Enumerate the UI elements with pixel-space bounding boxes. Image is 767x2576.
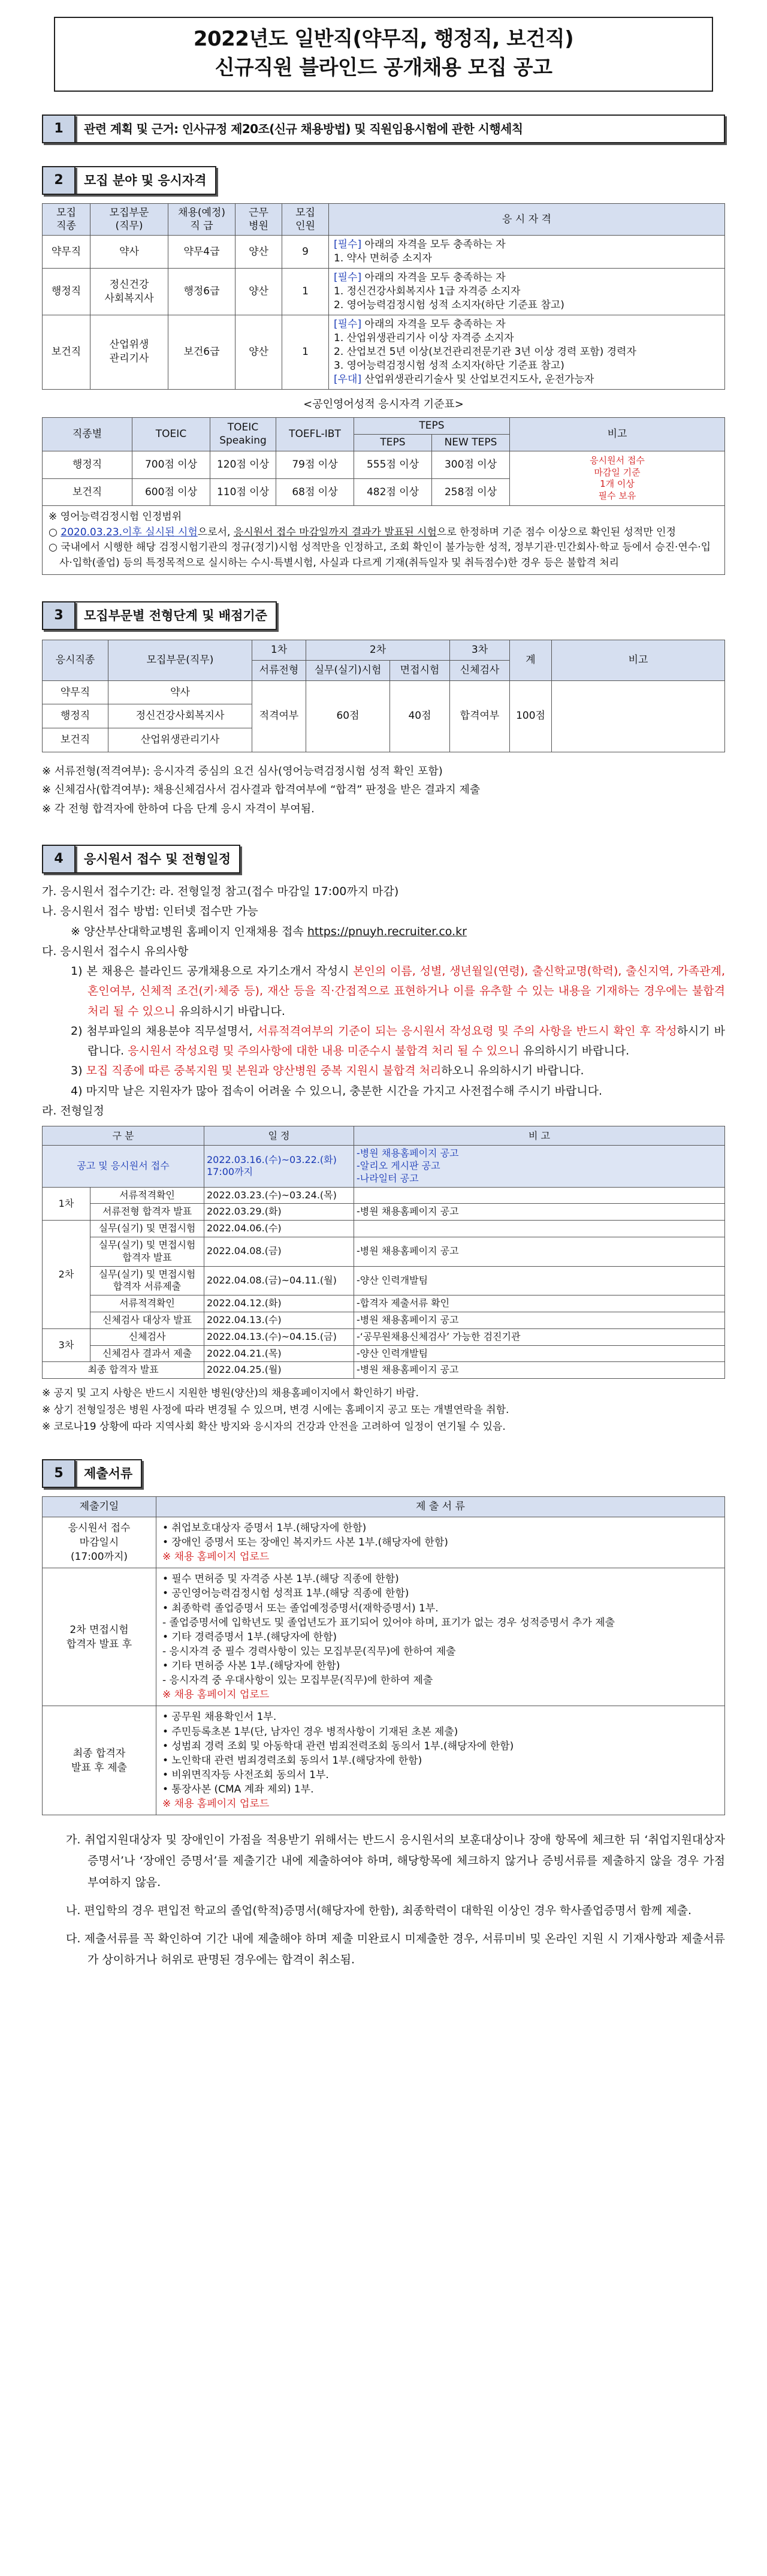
stage-note-value (552, 680, 725, 752)
caution-item-2 (42, 1022, 725, 1062)
list-item: • 성범죄 경력 조회 및 아동학대 관련 범죄전력조회 동의서 1부.(해당자에 한함) (162, 1740, 514, 1752)
list-item: • 취업보호대상자 증명서 1부.(해당자에 한함) (162, 1522, 367, 1534)
table-row (43, 1706, 725, 1815)
lang-job: 행정직 (43, 451, 132, 479)
docs-list (156, 1706, 725, 1815)
list-item: • 주민등록초본 1부(단, 남자인 경우 병적사항이 기재된 초본 제출) (162, 1725, 458, 1738)
req-line: 2. 산업보건 5년 이상(보건관리전문기관 3년 이상 경력 포함) 경력자 (334, 345, 636, 358)
stage-header-3: 3차 (450, 640, 510, 661)
notice-title-line2: 신규직원 블라인드 공개채용 모집 공고 (215, 55, 552, 80)
table-row (43, 1345, 725, 1362)
table-row (43, 1517, 725, 1568)
final-note: 다. 제출서류를 꼭 확인하여 기간 내에 제출해야 하며 제출 미완료시 미제출한 경우, 서류미비 및 온라인 지원 시 기재사항과 제출서류가 상이하거나 허위로 판명된 경우에는 합격이 취소됨. (66, 1932, 725, 1967)
cell-dept: 약사 (90, 236, 168, 269)
item-warning: 본인의 이름, 성별, 생년월일(연령), 출신학교명(학력), 출신지역, 가족관계, 혼인여부, 신체적 조건(키·체중 등), 재산 등을 직·간접적으로 표현하거나 이를 유추할 수 있는 내용을 기재하는 경우에는 불합격 처리 될 수 있으니 (87, 965, 725, 1018)
sched-label: 서류전형 합격자 발표 (90, 1204, 204, 1221)
recruit-header-grade: 채용(예정) 직 급 (168, 204, 235, 236)
section-5-number: 5 (42, 1459, 76, 1488)
selection-stage-table (42, 640, 725, 752)
sched-label: 서류적격확인 (90, 1187, 204, 1204)
stage-dept: 정신건강사회복지사 (108, 704, 252, 728)
sched-label: 신체검사 (90, 1328, 204, 1345)
lang-job: 보건직 (43, 478, 132, 506)
lang-header-teps2: NEW TEPS (432, 435, 510, 451)
docs-list (156, 1517, 725, 1568)
item-text: 첨부파일의 채용분야 직무설명서, (86, 1024, 257, 1038)
table-row (43, 1146, 725, 1187)
sched-date: 2022.04.25.(월) (204, 1362, 354, 1379)
lang-toeic: 600점 이상 (132, 478, 210, 506)
application-method: 나. 응시원서 접수 방법: 인터넷 접수만 가능 (42, 905, 258, 918)
table-row (43, 1568, 725, 1706)
stage-doc-value: 적격여부 (252, 680, 306, 752)
stage-total-value: 100점 (510, 680, 552, 752)
sched-note: -병원 채용홈페이지 공고 (354, 1362, 725, 1379)
cell-hospital: 양산 (235, 236, 282, 269)
sched-label: 공고 및 응시원서 접수 (43, 1146, 204, 1187)
list-item: - 응시자격 중 우대사항이 있는 모집부문(직무)에 한하여 제출 (162, 1674, 433, 1687)
stage-notes (42, 762, 725, 819)
item-number: 2) (71, 1024, 83, 1038)
section-5-title: 제출서류 (76, 1459, 142, 1488)
section-1-header (42, 115, 725, 143)
recruit-header-requirements: 응 시 자 격 (329, 204, 725, 236)
lang-header-toeic: TOEIC (132, 417, 210, 451)
section-3-number: 3 (42, 601, 76, 630)
sched-note: -양산 인력개발팀 (354, 1345, 725, 1362)
sched-date: 2022.04.06.(수) (204, 1221, 354, 1237)
item-number: 4) (71, 1084, 83, 1098)
cell-grade: 행정6급 (168, 269, 235, 315)
application-info (42, 882, 725, 1121)
section-1-number: 1 (42, 115, 76, 143)
item-text: 하시기 바랍니다. (87, 1024, 725, 1058)
lang-header-teps: TEPS (354, 417, 510, 434)
section-4-title: 응시원서 접수 및 전형일정 (76, 845, 240, 873)
schedule-table (42, 1126, 725, 1379)
stage-job: 보건직 (43, 728, 108, 752)
sched-label: 최종 합격자 발표 (43, 1362, 204, 1379)
sched-note: -병원 채용홈페이지 공고 -알리오 게시판 공고 -나라일터 공고 (354, 1146, 725, 1187)
recruit-header-count: 모집 인원 (282, 204, 329, 236)
lang-notes-box (42, 506, 725, 575)
stage-dept: 산업위생관리기사 (108, 728, 252, 752)
item-text: 본 채용은 블라인드 공개채용으로 자기소개서 작성시 (86, 965, 354, 978)
sched-date: 2022.04.13.(수)~04.15.(금) (204, 1328, 354, 1345)
lang-speaking: 110점 이상 (210, 478, 276, 506)
sched-label: 신체검사 결과서 제출 (90, 1345, 204, 1362)
table-row (43, 1312, 725, 1329)
list-item: • 기타 경력증명서 1부.(해당자에 한함) (162, 1631, 337, 1643)
sched-date: 2022.04.13.(수) (204, 1312, 354, 1329)
item-number: 3) (71, 1064, 83, 1078)
list-item: - 응시자격 중 필수 경력사항이 있는 모집부문(직무)에 한하여 제출 (162, 1645, 456, 1658)
list-item: • 공무원 채용확인서 1부. (162, 1711, 277, 1724)
caution-item-1 (42, 962, 725, 1022)
stage-note: ※ 신체검사(합격여부): 채용신체검사서 검사결과 합격여부에 “합격” 판정을 받은 결과지 제출 (42, 784, 481, 797)
notice-title-line1: 2022년도 일반직(약무직, 행정직, 보건직) (193, 27, 574, 51)
cell-count: 1 (282, 269, 329, 315)
list-item: • 최종학력 졸업증명서 또는 졸업예정증명서(재학증명서) 1부. (162, 1602, 439, 1614)
sched-date: 2022.03.29.(화) (204, 1204, 354, 1221)
cell-job: 행정직 (43, 269, 90, 315)
req-line: 1. 정신건강사회복지사 1급 자격증 소지자 (334, 285, 521, 298)
recruit-header-dept: 모집부문 (직무) (90, 204, 168, 236)
stage-dept: 약사 (108, 680, 252, 704)
stage-header-2: 2차 (306, 640, 450, 661)
section-3-header (42, 601, 725, 630)
cell-grade: 보건6급 (168, 315, 235, 390)
list-item: • 공인영어능력검정시험 성적표 1부.(해당 직종에 한함) (162, 1587, 409, 1600)
cell-hospital: 양산 (235, 269, 282, 315)
req-line: 아래의 자격을 모두 충족하는 자 (364, 272, 506, 284)
sched-date: 2022.04.12.(화) (204, 1295, 354, 1312)
site-label: ※ 양산부산대학교병원 홈페이지 인재채용 접속 (71, 924, 307, 938)
list-item: • 장애인 증명서 또는 장애인 복지카드 사본 1부.(해당자에 한함) (162, 1536, 448, 1549)
sched-stage: 1차 (43, 1187, 90, 1221)
item-text: 유의하시기 바랍니다. (519, 1044, 630, 1058)
lang-note: 응시원서 접수 마감일 기준 1개 이상 필수 보유 (510, 451, 725, 506)
stage-header-dept: 모집부문(직무) (108, 640, 252, 680)
table-row (43, 236, 725, 269)
list-item: • 통장사본 (CMA 계좌 제외) 1부. (162, 1783, 314, 1796)
notice-title-box (54, 17, 713, 92)
req-line: 3. 영어능력검정시험 성적 소지자(하단 기준표 참고) (334, 359, 564, 372)
table-row (43, 680, 725, 704)
stage-physical-value: 합격여부 (450, 680, 510, 752)
cell-dept: 정신건강 사회복지사 (90, 269, 168, 315)
note-underline: 응시원서 접수 마감일까지 결과가 발표된 시험 (233, 526, 437, 538)
stage-practical-value: 60점 (306, 680, 390, 752)
table-row (43, 1237, 725, 1267)
schedule-heading: 라. 전형일정 (42, 1104, 104, 1117)
sched-label: 신체검사 대상자 발표 (90, 1312, 204, 1329)
cell-requirements (329, 236, 725, 269)
item-text: 하오니 유의하시기 바랍니다. (441, 1064, 584, 1078)
list-item: • 노인학대 관련 범죄경력조회 동의서 1부.(해당자에 한함) (162, 1754, 422, 1767)
docs-header-when: 제출기일 (43, 1497, 156, 1517)
lang-toefl: 79점 이상 (276, 451, 354, 479)
final-note: 나. 편입학의 경우 편입전 학교의 졸업(학적)증명서(해당자에 한함), 최종학력이 대학원 이상인 경우 학사졸업증명서 함께 제출. (66, 1903, 691, 1917)
stage-note: ※ 각 전형 합격자에 한하여 다음 단계 응시 자격이 부여됨. (42, 802, 315, 815)
sched-label: 실무(실기) 및 면접시험 (90, 1221, 204, 1237)
final-note: 가. 취업지원대상자 및 장애인이 가점을 적용받기 위해서는 반드시 응시원서의 보훈대상이나 장애 항목에 체크한 뒤 ‘취업지원대상자 증명서’나 ‘장애인 증명서’를 제출기간 내에 제출하여야 하며, 해당항목에 체크하지 않거나 증빙서류를 제출하지 않을 경우 가점 부여하지 않음. (66, 1833, 725, 1889)
section-2-number: 2 (42, 166, 76, 195)
lang-header-note: 비고 (510, 417, 725, 451)
application-period: 가. 응시원서 접수기간: 라. 전형일정 참고(접수 마감일 17:00까지 마감) (42, 885, 399, 899)
docs-when: 2차 면접시험 합격자 발표 후 (43, 1568, 156, 1706)
stage-header-1: 1차 (252, 640, 306, 661)
recruit-site-link[interactable]: https://pnuyh.recruiter.co.kr (307, 924, 467, 938)
lang-header-job: 직종별 (43, 417, 132, 451)
table-row (43, 315, 725, 390)
section-2-title: 모집 분야 및 응시자격 (76, 166, 216, 195)
caution-item-3 (42, 1061, 725, 1081)
sched-stage: 2차 (43, 1221, 90, 1329)
item-warning: 서류적격여부의 기준이 되는 응시원서 작성요령 및 주의 사항을 반드시 확인 후 작성 (256, 1024, 677, 1038)
sched-header-date: 일 정 (204, 1126, 354, 1146)
stage-header-note: 비고 (552, 640, 725, 680)
application-site (42, 922, 725, 942)
cell-requirements (329, 269, 725, 315)
table-row (43, 1362, 725, 1379)
lang-circle-note-1 (49, 525, 718, 541)
stage-header-job: 응시직종 (43, 640, 108, 680)
sched-date: 2022.04.21.(목) (204, 1345, 354, 1362)
cell-count: 9 (282, 236, 329, 269)
stage-header-interview: 면접시험 (390, 660, 450, 680)
schedule-note: ※ 공지 및 고지 사항은 반드시 지원한 병원(양산)의 채용홈페이지에서 확인하기 바람. (42, 1387, 419, 1400)
required-tag: [필수] (334, 239, 362, 251)
stage-header-doc: 서류전형 (252, 660, 306, 680)
table-row (43, 1204, 725, 1221)
sched-date: 2022.03.16.(수)~03.22.(화) 17:00까지 (204, 1146, 354, 1187)
table-row (43, 1328, 725, 1345)
recruit-header-job: 모집 직종 (43, 204, 90, 236)
documents-table (42, 1496, 725, 1815)
req-line: 1. 약사 면허증 소지자 (334, 252, 432, 265)
sched-header-note: 비 고 (354, 1126, 725, 1146)
sched-note (354, 1221, 725, 1237)
cell-job: 약무직 (43, 236, 90, 269)
req-line: 아래의 자격을 모두 충족하는 자 (364, 318, 506, 331)
item-warning: 모집 직종에 따른 중복지원 및 본원과 양산병원 중복 지원시 불합격 처리 (86, 1064, 442, 1078)
table-row (43, 269, 725, 315)
english-score-table (42, 417, 725, 507)
stage-job: 약무직 (43, 680, 108, 704)
list-item: • 비위면직자등 사전조회 동의서 1부. (162, 1768, 329, 1781)
sched-date: 2022.04.08.(금) (204, 1237, 354, 1267)
sched-stage: 3차 (43, 1328, 90, 1362)
note-text: 으로 한정하며 기준 점수 이상으로 확인된 성적만 인정 (436, 526, 677, 538)
sched-note: -병원 채용홈페이지 공고 (354, 1312, 725, 1329)
cell-requirements (329, 315, 725, 390)
docs-when: 응시원서 접수 마감일시 (17:00까지) (43, 1517, 156, 1568)
docs-when: 최종 합격자 발표 후 제출 (43, 1706, 156, 1815)
req-line: 2. 영어능력검정시험 성적 소지자(하단 기준표 참고) (334, 299, 564, 312)
schedule-note: ※ 상기 전형일정은 병원 사정에 따라 변경될 수 있으며, 변경 시에는 홈페이지 공고 또는 개별연락을 취함. (42, 1404, 509, 1417)
exam-date-text: 2020.03.23.이후 실시된 시험 (61, 526, 198, 538)
table-row (43, 1187, 725, 1204)
recruit-header-hospital: 근무 병원 (235, 204, 282, 236)
lang-teps2: 258점 이상 (432, 478, 510, 506)
item-text: 유의하시기 바랍니다. (175, 1004, 285, 1018)
lang-toefl: 68점 이상 (276, 478, 354, 506)
lang-header-teps1: TEPS (354, 435, 432, 451)
application-cautions-heading: 다. 응시원서 접수시 유의사항 (42, 944, 189, 958)
required-tag: [필수] (334, 318, 362, 331)
cell-hospital: 양산 (235, 315, 282, 390)
sched-note: -병원 채용홈페이지 공고 (354, 1204, 725, 1221)
lang-header-speaking: TOEIC Speaking (210, 417, 276, 451)
sched-note: -합격자 제출서류 확인 (354, 1295, 725, 1312)
sched-label: 실무(실기) 및 면접시험 합격자 서류제출 (90, 1266, 204, 1295)
cell-job: 보건직 (43, 315, 90, 390)
section-2-header (42, 166, 725, 195)
bullet-circle: ○ (49, 526, 61, 538)
upload-note: ※ 채용 홈페이지 업로드 (162, 1689, 270, 1701)
docs-list (156, 1568, 725, 1706)
docs-header-docs: 제 출 서 류 (156, 1497, 725, 1517)
section-4-header (42, 845, 725, 873)
lang-circle-note-2: ○ 국내에서 시행한 해당 검정시험기관의 정규(정기)시험 성적만을 인정하고, 조회 확인이 불가능한 성적, 정부기관·민간회사·학교 등에서 승진·연수·입사·입학(졸업) 등의 특정목적으로 실시하는 수시·특별시험, 사실과 다르게 기재(취득일자 및 취득점수)한 경우 등은 불합격 처리 (49, 541, 711, 569)
cell-count: 1 (282, 315, 329, 390)
cell-grade: 약무4급 (168, 236, 235, 269)
sched-label: 서류적격확인 (90, 1295, 204, 1312)
req-line: 아래의 자격을 모두 충족하는 자 (364, 239, 506, 251)
stage-header-total: 계 (510, 640, 552, 680)
section-4-number: 4 (42, 845, 76, 873)
list-item: • 필수 면허증 및 자격증 사본 1부.(해당 직종에 한함) (162, 1573, 399, 1586)
sched-note: -양산 인력개발팀 (354, 1266, 725, 1295)
item-warning: 응시원서 작성요령 및 주의사항에 대한 내용 미준수시 불합격 처리 될 수 있으니 (128, 1044, 520, 1058)
section-3-title: 모집부문별 전형단계 및 배점기준 (76, 601, 277, 630)
stage-interview-value: 40점 (390, 680, 450, 752)
note-text: 으로서, (197, 526, 234, 538)
stage-note: ※ 서류전형(적격여부): 응시자격 중심의 요건 심사(영어능력검정시험 성적 확인 포함) (42, 764, 443, 778)
item-number: 1) (71, 965, 83, 978)
stage-header-practical: 실무(실기)시험 (306, 660, 390, 680)
list-item: - 졸업증명서에 입학년도 및 졸업년도가 표기되어 있어야 하며, 표기가 없는 경우 성적증명서 추가 제출 (162, 1616, 615, 1629)
pref-line: 산업위생관리기술사 및 산업보건지도사, 운전가능자 (364, 373, 594, 385)
stage-job: 행정직 (43, 704, 108, 728)
upload-note: ※ 채용 홈페이지 업로드 (162, 1798, 270, 1810)
schedule-notes (42, 1385, 725, 1435)
item-text: 마지막 날은 지원자가 많아 접속이 어려울 수 있으니, 충분한 시간을 가지고 사전접수해 주시기 바랍니다. (86, 1084, 603, 1098)
caution-item-4 (42, 1081, 725, 1101)
table-row (43, 1266, 725, 1295)
lang-teps2: 300점 이상 (432, 451, 510, 479)
upload-note: ※ 채용 홈페이지 업로드 (162, 1551, 270, 1563)
sched-note: -‘공무원채용신체검사’ 가능한 검진기관 (354, 1328, 725, 1345)
lang-teps1: 482점 이상 (354, 478, 432, 506)
lang-header-toefl: TOEFL-IBT (276, 417, 354, 451)
section-1-title: 관련 계획 및 근거: 인사규정 제20조(신규 채용방법) 및 직원임용시험에 관한 시행세칙 (76, 115, 725, 143)
sched-header-category: 구 분 (43, 1126, 204, 1146)
lang-speaking: 120점 이상 (210, 451, 276, 479)
cell-dept: 산업위생 관리기사 (90, 315, 168, 390)
sched-date: 2022.03.23.(수)~03.24.(목) (204, 1187, 354, 1204)
lang-star-note: ※ 영어능력검정시험 인정범위 (49, 511, 182, 523)
required-tag: [필수] (334, 272, 362, 284)
schedule-note: ※ 코로나19 상황에 따라 지역사회 확산 방지와 응시자의 건강과 안전을 고려하여 일정이 연기될 수 있음. (42, 1421, 506, 1433)
list-item: • 기타 면허증 사본 1부.(해당자에 한함) (162, 1660, 340, 1673)
preferred-tag: [우대] (334, 373, 362, 385)
sched-note (354, 1187, 725, 1204)
lang-teps1: 555점 이상 (354, 451, 432, 479)
table-row (43, 1295, 725, 1312)
lang-toeic: 700점 이상 (132, 451, 210, 479)
section-5-header (42, 1459, 725, 1488)
req-line: 1. 산업위생관리기사 이상 자격증 소지자 (334, 332, 514, 344)
sched-date: 2022.04.08.(금)~04.11.(월) (204, 1266, 354, 1295)
sched-label: 실무(실기) 및 면접시험 합격자 발표 (90, 1237, 204, 1267)
table-row (43, 1221, 725, 1237)
table-row (43, 451, 725, 479)
final-notes (42, 1830, 725, 1971)
stage-header-physical: 신체검사 (450, 660, 510, 680)
recruitment-table (42, 203, 725, 390)
sched-note: -병원 채용홈페이지 공고 (354, 1237, 725, 1267)
lang-table-caption: <공인영어성적 응시자격 기준표> (303, 397, 464, 411)
